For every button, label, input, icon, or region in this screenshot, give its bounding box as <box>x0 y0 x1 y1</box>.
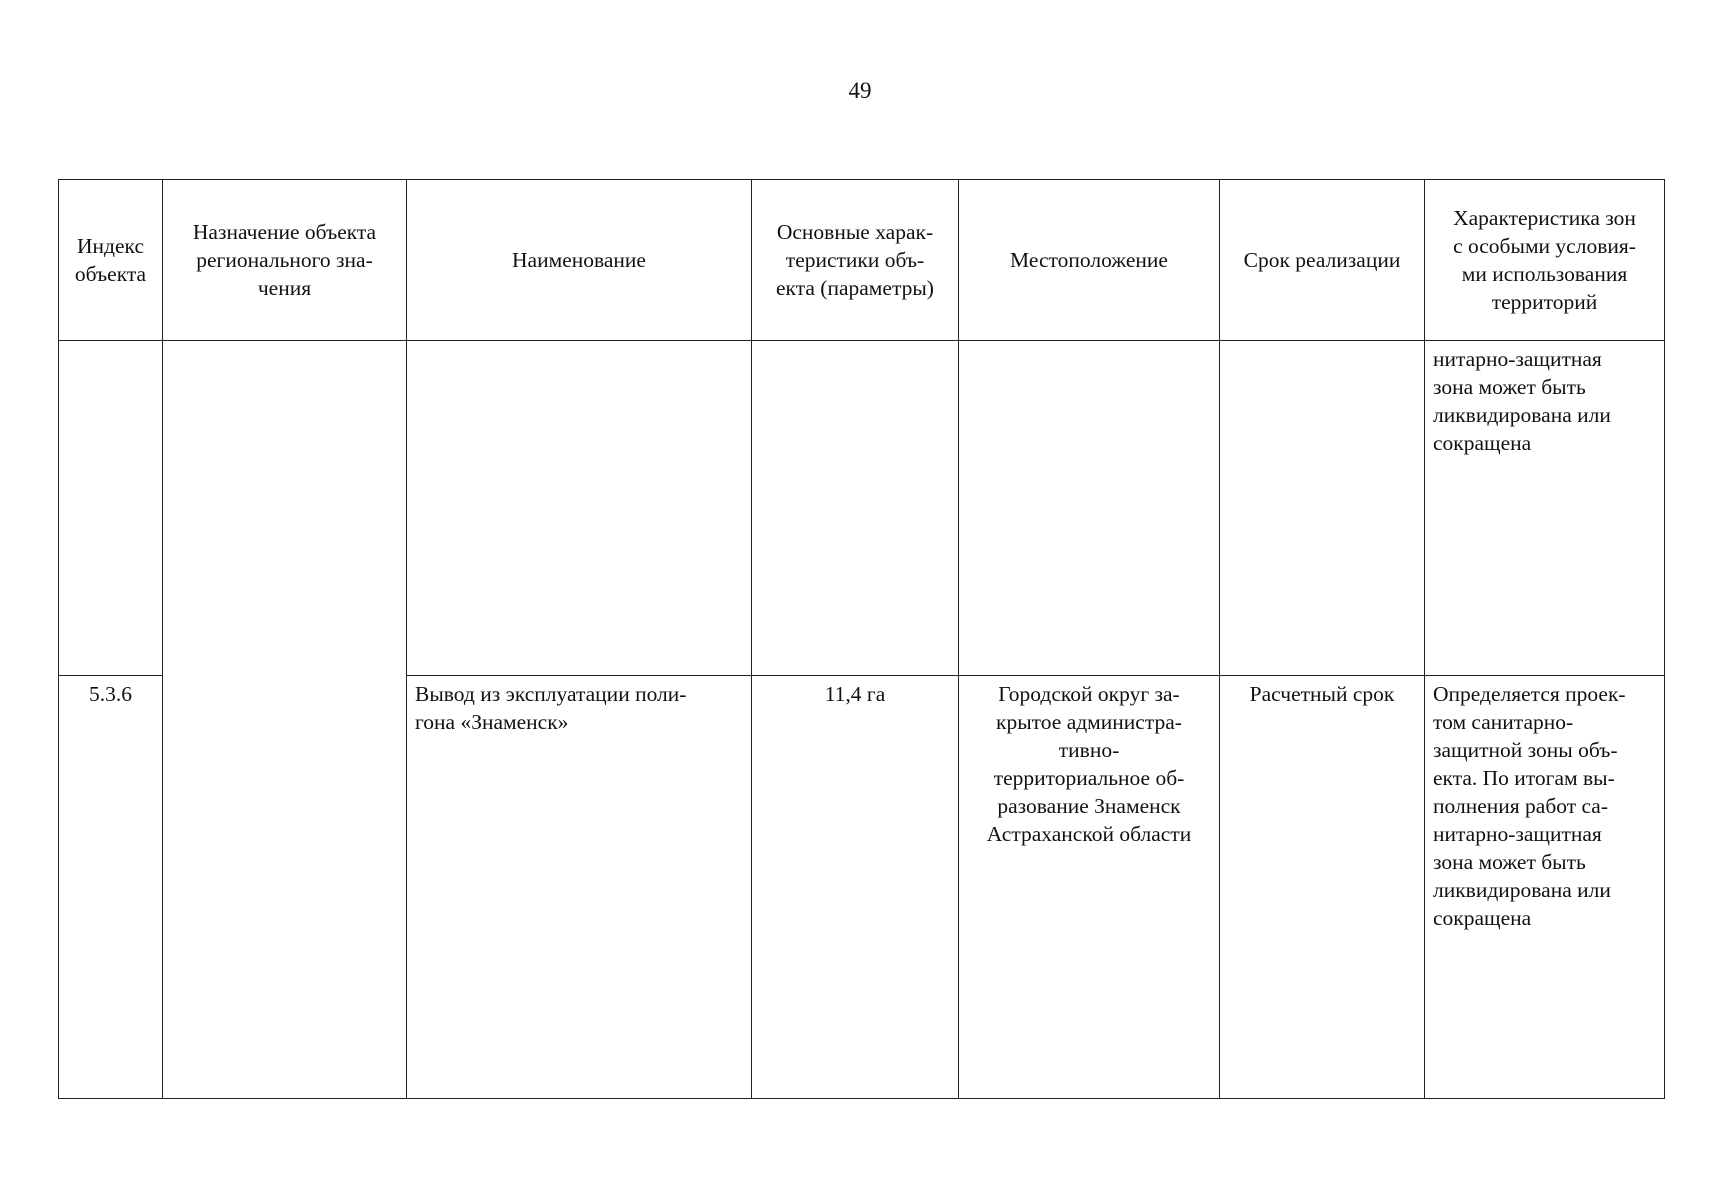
cell-params: 11,4 га <box>752 676 959 1099</box>
cell-location-empty <box>959 341 1220 676</box>
cell-index-empty <box>59 341 163 676</box>
cell-params-empty <box>752 341 959 676</box>
cell-zones-continued: нитарно-защитная зона может быть ликвидирована или сокращена <box>1425 341 1665 676</box>
cell-index: 5.3.6 <box>59 676 163 1099</box>
header-location: Местоположение <box>959 180 1220 341</box>
page-number: 49 <box>848 78 872 103</box>
header-purpose: Назначение объекта регионального зна- чения <box>163 180 407 341</box>
header-term: Срок реализации <box>1220 180 1425 341</box>
cell-zones: Определяется проек- том санитарно- защитной зоны объ- екта. По итогам вы- полнения работ са- нитарно-защитная зона может быть ликвидирована или сокращена <box>1425 676 1665 1099</box>
objects-table <box>58 179 1665 1099</box>
cell-location: Городской округ за- крытое администра- тивно- территориальное об- разование Знаменск Астраханской области <box>959 676 1220 1099</box>
cell-purpose-merged <box>163 341 407 1099</box>
header-params: Основные харак- теристики объ- екта (параметры) <box>752 180 959 341</box>
table-header-row <box>59 180 1665 341</box>
header-zones: Характеристика зон с особыми условия- ми использования территорий <box>1425 180 1665 341</box>
header-name: Наименование <box>407 180 752 341</box>
cell-term-empty <box>1220 341 1425 676</box>
cell-term: Расчетный срок <box>1220 676 1425 1099</box>
cell-name: Вывод из эксплуатации поли- гона «Знаменск» <box>407 676 752 1099</box>
table-row-continued <box>59 341 1665 676</box>
cell-name-empty <box>407 341 752 676</box>
header-index: Индекс объекта <box>59 180 163 341</box>
